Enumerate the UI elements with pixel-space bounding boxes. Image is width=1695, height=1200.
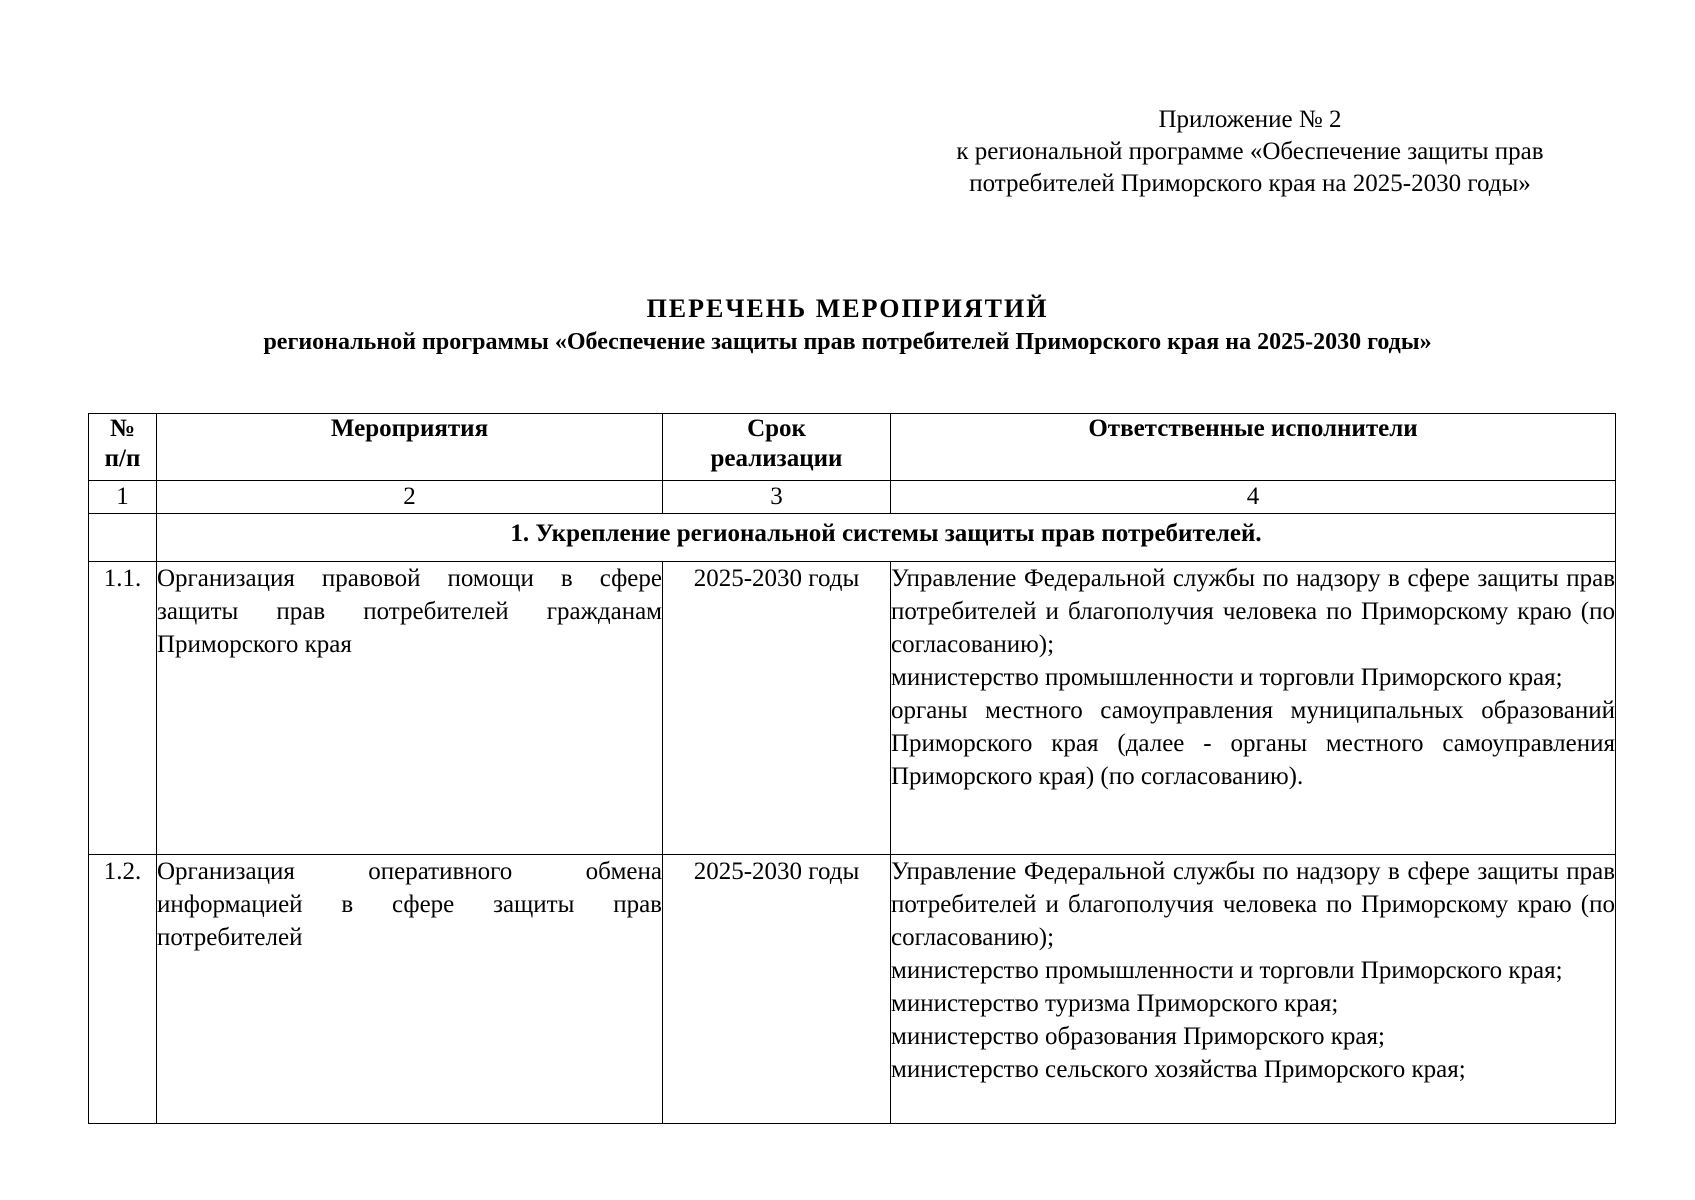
events-table [88,413,1616,1124]
appendix-line: потребителей Приморского края на 2025-2030 годы» [969,170,1531,197]
responsible-item: министерство промышленности и торговли Приморского края; [891,664,1563,691]
row-period: 2025-2030 годы [663,562,891,855]
row-number: 1.2. [89,855,157,1124]
column-number: 3 [663,481,891,514]
responsible-item: Управление Федеральной службы по надзору в сфере защиты прав потребителей и благополучия человека по Приморскому краю (по согласованию); [891,858,1615,951]
section-title: 1. Укрепление региональной системы защиты прав потребителей. [157,514,1616,562]
header-num-line2: п/п [104,445,141,472]
responsible-item: министерство образования Приморского края; [891,1023,1385,1050]
table-header-row [89,414,1616,481]
header-events: Мероприятия [157,414,663,481]
header-num [89,414,157,481]
row-responsible [891,562,1616,855]
row-event: Организация правовой помощи в сфере защиты прав потребителей гражданам Приморского края [157,562,663,855]
title-main: ПЕРЕЧЕНЬ МЕРОПРИЯТИЙ [646,294,1049,323]
column-number: 2 [157,481,663,514]
responsible-item: министерство сельского хозяйства Приморского края; [891,1056,1466,1083]
section-row [89,514,1616,562]
table-row [89,562,1616,855]
row-number: 1.1. [89,562,157,855]
table-row [89,855,1616,1124]
appendix-line: Приложение № 2 [1158,106,1342,133]
header-period-line2: реализации [710,445,843,472]
header-responsible: Ответственные исполнители [891,414,1616,481]
responsible-item: органы местного самоуправления муниципальных образований Приморского края (далее - органы местного самоуправления Приморского края) (по согласованию). [891,697,1615,790]
title-subtitle: региональной программы «Обеспечение защиты прав потребителей Приморского края на 2025-2030 годы» [263,329,1432,355]
section-empty-cell [89,514,157,562]
responsible-item: министерство промышленности и торговли Приморского края; [891,957,1563,984]
responsible-item: министерство туризма Приморского края; [891,990,1339,1017]
row-period: 2025-2030 годы [663,855,891,1124]
appendix-note [900,104,1600,200]
row-responsible [891,855,1616,1124]
column-number: 1 [89,481,157,514]
document-title [80,292,1615,358]
header-period-line1: Срок [747,415,806,442]
column-number-row [89,481,1616,514]
column-number: 4 [891,481,1616,514]
responsible-item: Управление Федеральной службы по надзору в сфере защиты прав потребителей и благополучия человека по Приморскому краю (по согласованию); [891,565,1615,658]
header-num-line1: № [109,415,136,442]
header-period [663,414,891,481]
appendix-line: к региональной программе «Обеспечение защиты прав [956,138,1544,165]
row-event: Организация оперативного обмена информацией в сфере защиты прав потребителей [157,855,663,1124]
